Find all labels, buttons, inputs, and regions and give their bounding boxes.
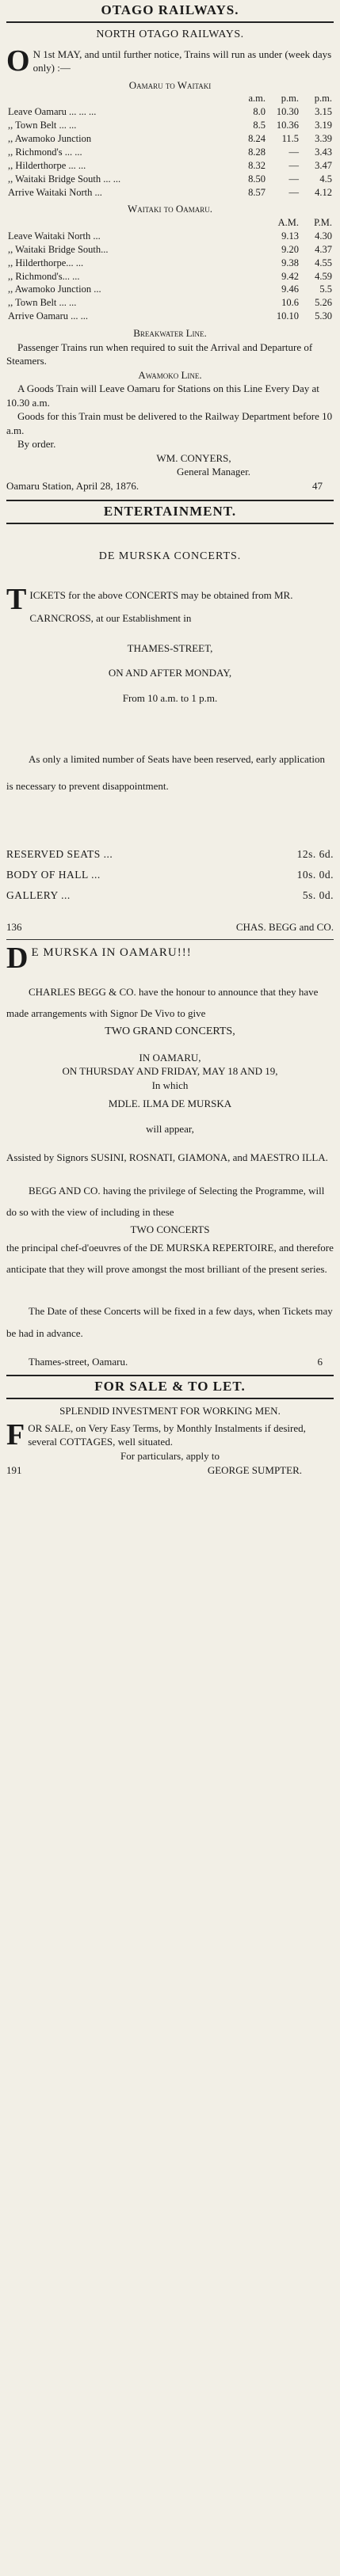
- table-row: Leave Oamaru ... ... ... 8.0 10.30 3.15: [8, 106, 332, 118]
- rail-header: OTAGO RAILWAYS.: [6, 0, 334, 23]
- dm-mdle: MDLE. ILMA DE MURSKA: [108, 1098, 232, 1110]
- sale-footer: 191 GEORGE SUMPTER.: [6, 1463, 302, 1476]
- dm-will: will appear,: [146, 1122, 194, 1135]
- rail-out-title: Oamaru to Waitaki: [128, 78, 212, 91]
- breakwater-title: Breakwater Line.: [133, 327, 207, 340]
- dm-in-oamaru: IN OAMARU,: [139, 1051, 201, 1064]
- dm-two: TWO GRAND CONCERTS,: [105, 1025, 235, 1037]
- table-row: ,, Town Belt ... ... 10.6 5.26: [8, 297, 332, 309]
- ent-title: DE MURSKA CONCERTS.: [98, 550, 242, 562]
- tickets-text: T ICKETS for the above CONCERTS may be obtained from MR. CARNCROSS, at our Establishment in: [6, 583, 293, 624]
- dm-footer: Thames-street, Oamaru. 6: [29, 1355, 323, 1368]
- dm-privilege: BEGG AND CO. having the privilege of Selecting the Programme, will do so with the view of including in these: [6, 1184, 325, 1218]
- rail-subtitle: NORTH OTAGO RAILWAYS.: [96, 28, 244, 40]
- table-row: Arrive Waitaki North ... 8.57 — 4.12: [8, 186, 332, 198]
- rail-in-cols: A.M. P.M.: [277, 217, 332, 229]
- by-order: By order.: [17, 438, 56, 451]
- rail-out-cols: a.m. p.m. p.m.: [248, 93, 332, 105]
- table-row: Arrive Oamaru ... ... 10.10 5.30: [8, 310, 332, 322]
- ent-street: THAMES-STREET,: [127, 641, 213, 654]
- rail-intro: O N 1st MAY, and until further notice, Trains will run as under (week days only) :—: [6, 44, 332, 78]
- dm-two-concerts: TWO CONCERTS: [130, 1223, 210, 1236]
- ent-limited: As only a limited number of Seats have been reserved, early application is necessary to prevent disappointment.: [6, 753, 325, 793]
- dm-dates: ON THURSDAY AND FRIDAY, MAY 18 AND 19,: [62, 1065, 278, 1078]
- table-row: ,, Awamoko Junction 8.24 11.5 3.39: [8, 133, 332, 145]
- ent-hours: From 10 a.m. to 1 p.m.: [122, 691, 218, 704]
- breakwater-text: Passenger Trains run when required to suit the Arrival and Departure of Steamers.: [6, 341, 313, 367]
- table-row: ,, Town Belt ... ... 8.5 10.36 3.19: [8, 120, 332, 131]
- sale-title: SPLENDID INVESTMENT FOR WORKING MEN.: [59, 1405, 281, 1417]
- table-row: ,, Richmond's ... ... 8.28 — 3.43: [8, 146, 332, 158]
- awamoko-text: A Goods Train will Leave Oamaru for Stations on this Line Every Day at 10.30 a.m.: [6, 382, 319, 409]
- table-row: ,, Richmond's... ... 9.42 4.59: [8, 270, 332, 282]
- sale-header: FOR SALE & TO LET.: [6, 1375, 334, 1399]
- table-row: ,, Hilderthorpe ... ... 8.32 — 3.47: [8, 159, 332, 171]
- goods-text: Goods for this Train must be delivered to the Railway Department before 10 a.m.: [6, 410, 333, 436]
- dm-title-line: D E MURSKA IN OAMARU!!!: [6, 942, 192, 976]
- rail-signer: WM. CONYERS,: [156, 451, 231, 464]
- price-row: BODY OF HALL ... 10s. 0d.: [6, 869, 334, 881]
- sale-particulars: For particulars, apply to: [120, 1450, 220, 1462]
- rail-footer: Oamaru Station, April 28, 1876. 47: [6, 480, 323, 493]
- price-row: RESERVED SEATS ... 12s. 6d.: [6, 847, 334, 860]
- price-row: GALLERY ... 5s. 0d.: [6, 889, 334, 902]
- dm-date-fixed: The Date of these Concerts will be fixed in a few days, when Tickets may be had in advance.: [6, 1305, 333, 1339]
- table-row: ,, Awamoko Junction ... 9.46 5.5: [8, 283, 332, 295]
- table-row: ,, Waitaki Bridge South ... ... 8.50 — 4.5: [8, 173, 332, 185]
- rail-out-table: [6, 92, 334, 199]
- dm-assisted: Assisted by Signors SUSINI, ROSNATI, GIAMONA, and MAESTRO ILLA.: [6, 1151, 328, 1164]
- ent-after: ON AND AFTER MONDAY,: [108, 667, 232, 679]
- rail-in-table: [6, 216, 334, 323]
- table-row: ,, Hilderthorpe... ... 9.38 4.55: [8, 257, 332, 268]
- table-row: ,, Waitaki Bridge South... 9.20 4.37: [8, 243, 332, 255]
- dm-chef: the principal chef-d'oeuvres of the DE MURSKA REPERTOIRE, and therefore anticipate that they will prove amongst the most brilliant of the present series.: [6, 1241, 334, 1275]
- dm-honour: CHARLES BEGG & CO. have the honour to announce that they have made arrangements with Signor De Vivo to give: [6, 986, 319, 1020]
- sale-text: F OR SALE, on Very Easy Terms, by Monthly Instalments if desired, several COTTAGES, well situated.: [6, 1417, 306, 1452]
- table-row: Leave Waitaki North ... 9.13 4.30: [8, 230, 332, 242]
- ent-footer: 136 CHAS. BEGG and CO.: [6, 921, 334, 934]
- rail-in-title: Waitaki to Oamaru.: [127, 203, 213, 215]
- rail-signer-title: General Manager.: [176, 466, 251, 478]
- ent-header: ENTERTAINMENT.: [6, 500, 334, 524]
- dm-in-which: In which: [151, 1079, 189, 1091]
- awamoko-title: Awamoko Line.: [138, 368, 202, 381]
- rail-drop-cap: O: [6, 44, 30, 78]
